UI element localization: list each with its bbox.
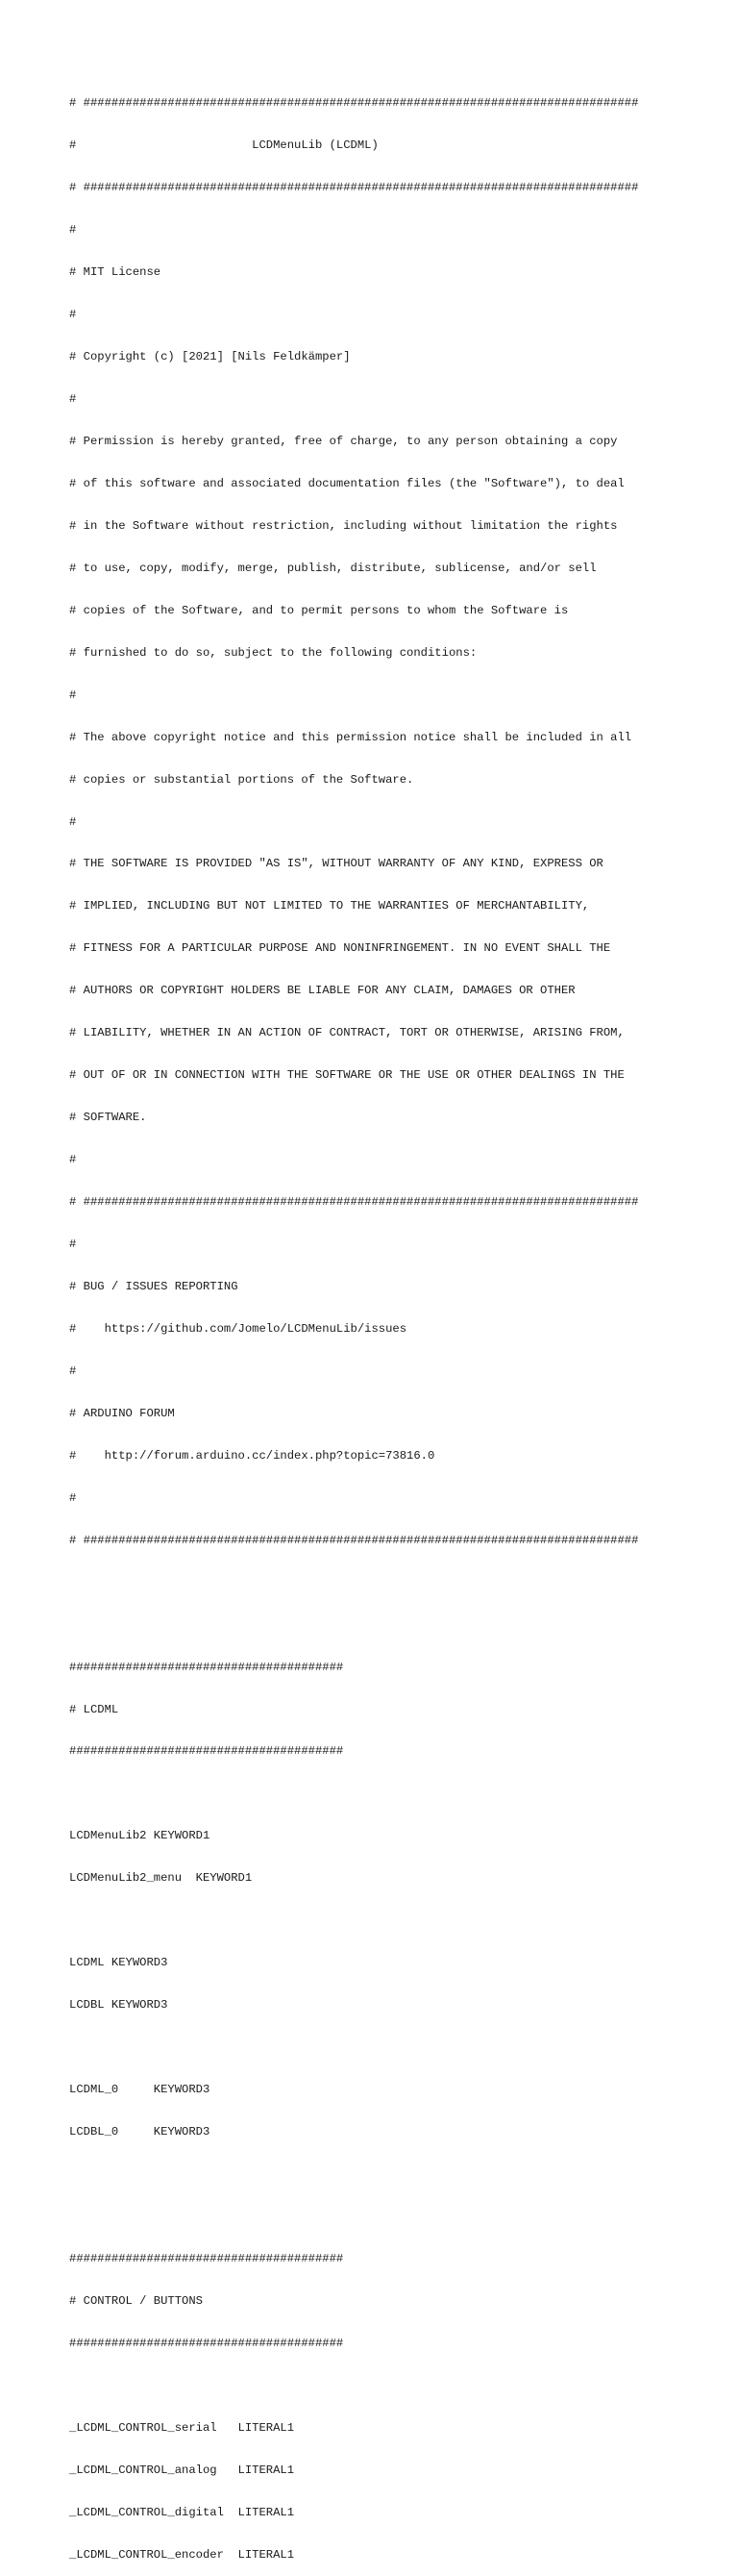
text-line: [69, 2210, 638, 2224]
text-line: LCDBL KEYWORD3: [69, 1998, 168, 2013]
text-line: [69, 1787, 638, 1801]
text-line: # LIABILITY, WHETHER IN AN ACTION OF CONTRACT, TORT OR OTHERWISE, ARISING FROM,: [69, 1026, 625, 1040]
text-line: #: [69, 1153, 77, 1167]
text-line: #: [69, 308, 77, 322]
text-line: [69, 1576, 638, 1590]
text-line: _LCDML_CONTROL_serial LITERAL1: [69, 2420, 295, 2435]
text-line: #######################################: [69, 1660, 344, 1674]
text-line: LCDML KEYWORD3: [69, 1956, 168, 1970]
text-line: #: [69, 1490, 77, 1505]
keywords-file-text: [69, 68, 638, 2576]
text-line: # MIT License: [69, 265, 161, 280]
text-line: #: [69, 223, 77, 238]
text-line: # LCDMenuLib (LCDML): [69, 138, 379, 153]
text-line: [69, 1618, 638, 1633]
text-line: #######################################: [69, 2336, 344, 2350]
text-line: _LCDML_CONTROL_encoder LITERAL1: [69, 2547, 295, 2562]
text-line: LCDMenuLib2 KEYWORD1: [69, 1829, 210, 1843]
text-line: #######################################: [69, 1744, 344, 1759]
text-line: # LCDML: [69, 1702, 119, 1716]
text-line: #: [69, 1363, 77, 1378]
text-line: # Copyright (c) [2021] [Nils Feldkämper]: [69, 350, 351, 364]
text-line: LCDMenuLib2_menu KEYWORD1: [69, 1871, 253, 1886]
text-line: # FITNESS FOR A PARTICULAR PURPOSE AND NONINFRINGEMENT. IN NO EVENT SHALL THE: [69, 941, 611, 956]
text-line: # OUT OF OR IN CONNECTION WITH THE SOFTWARE OR THE USE OR OTHER DEALINGS IN THE: [69, 1068, 625, 1083]
text-line: # ###############################################################################: [69, 1195, 639, 1210]
text-line: # ###############################################################################: [69, 96, 639, 111]
text-line: #: [69, 1238, 77, 1252]
text-line: #: [69, 688, 77, 702]
text-line: # THE SOFTWARE IS PROVIDED "AS IS", WITHOUT WARRANTY OF ANY KIND, EXPRESS OR: [69, 857, 603, 871]
text-line: [69, 2167, 638, 2182]
text-line: # The above copyright notice and this permission notice shall be included in all: [69, 730, 632, 744]
text-line: # of this software and associated documentation files (the "Software"), to deal: [69, 476, 625, 490]
text-line: # ###############################################################################: [69, 1533, 639, 1547]
text-line: # Permission is hereby granted, free of charge, to any person obtaining a copy: [69, 434, 618, 448]
text-line: [69, 2379, 638, 2393]
text-line: [69, 1913, 638, 1928]
text-line: # to use, copy, modify, merge, publish, distribute, sublicense, and/or sell: [69, 561, 597, 575]
text-line: [69, 2040, 638, 2055]
text-line: # CONTROL / BUTTONS: [69, 2293, 203, 2308]
text-line: # copies of the Software, and to permit persons to whom the Software is: [69, 603, 569, 617]
text-line: # in the Software without restriction, including without limitation the rights: [69, 518, 618, 533]
text-line: LCDML_0 KEYWORD3: [69, 2083, 210, 2097]
text-line: #: [69, 814, 77, 829]
text-line: # ###############################################################################: [69, 181, 639, 195]
text-line: # AUTHORS OR COPYRIGHT HOLDERS BE LIABLE FOR ANY CLAIM, DAMAGES OR OTHER: [69, 984, 576, 998]
text-line: # copies or substantial portions of the Software.: [69, 772, 414, 787]
text-line: LCDBL_0 KEYWORD3: [69, 2125, 210, 2139]
text-line: # furnished to do so, subject to the following conditions:: [69, 645, 478, 660]
text-line: # http://forum.arduino.cc/index.php?topic=73816.0: [69, 1448, 435, 1463]
text-line: # ARDUINO FORUM: [69, 1406, 175, 1420]
text-line: # IMPLIED, INCLUDING BUT NOT LIMITED TO THE WARRANTIES OF MERCHANTABILITY,: [69, 899, 590, 913]
text-line: #: [69, 391, 77, 406]
text-line: # SOFTWARE.: [69, 1111, 147, 1125]
text-line: # https://github.com/Jomelo/LCDMenuLib/issues: [69, 1321, 407, 1336]
text-line: # BUG / ISSUES REPORTING: [69, 1280, 238, 1293]
text-line: _LCDML_CONTROL_analog LITERAL1: [69, 2463, 295, 2477]
text-line: _LCDML_CONTROL_digital LITERAL1: [69, 2505, 295, 2519]
text-line: #######################################: [69, 2251, 344, 2265]
